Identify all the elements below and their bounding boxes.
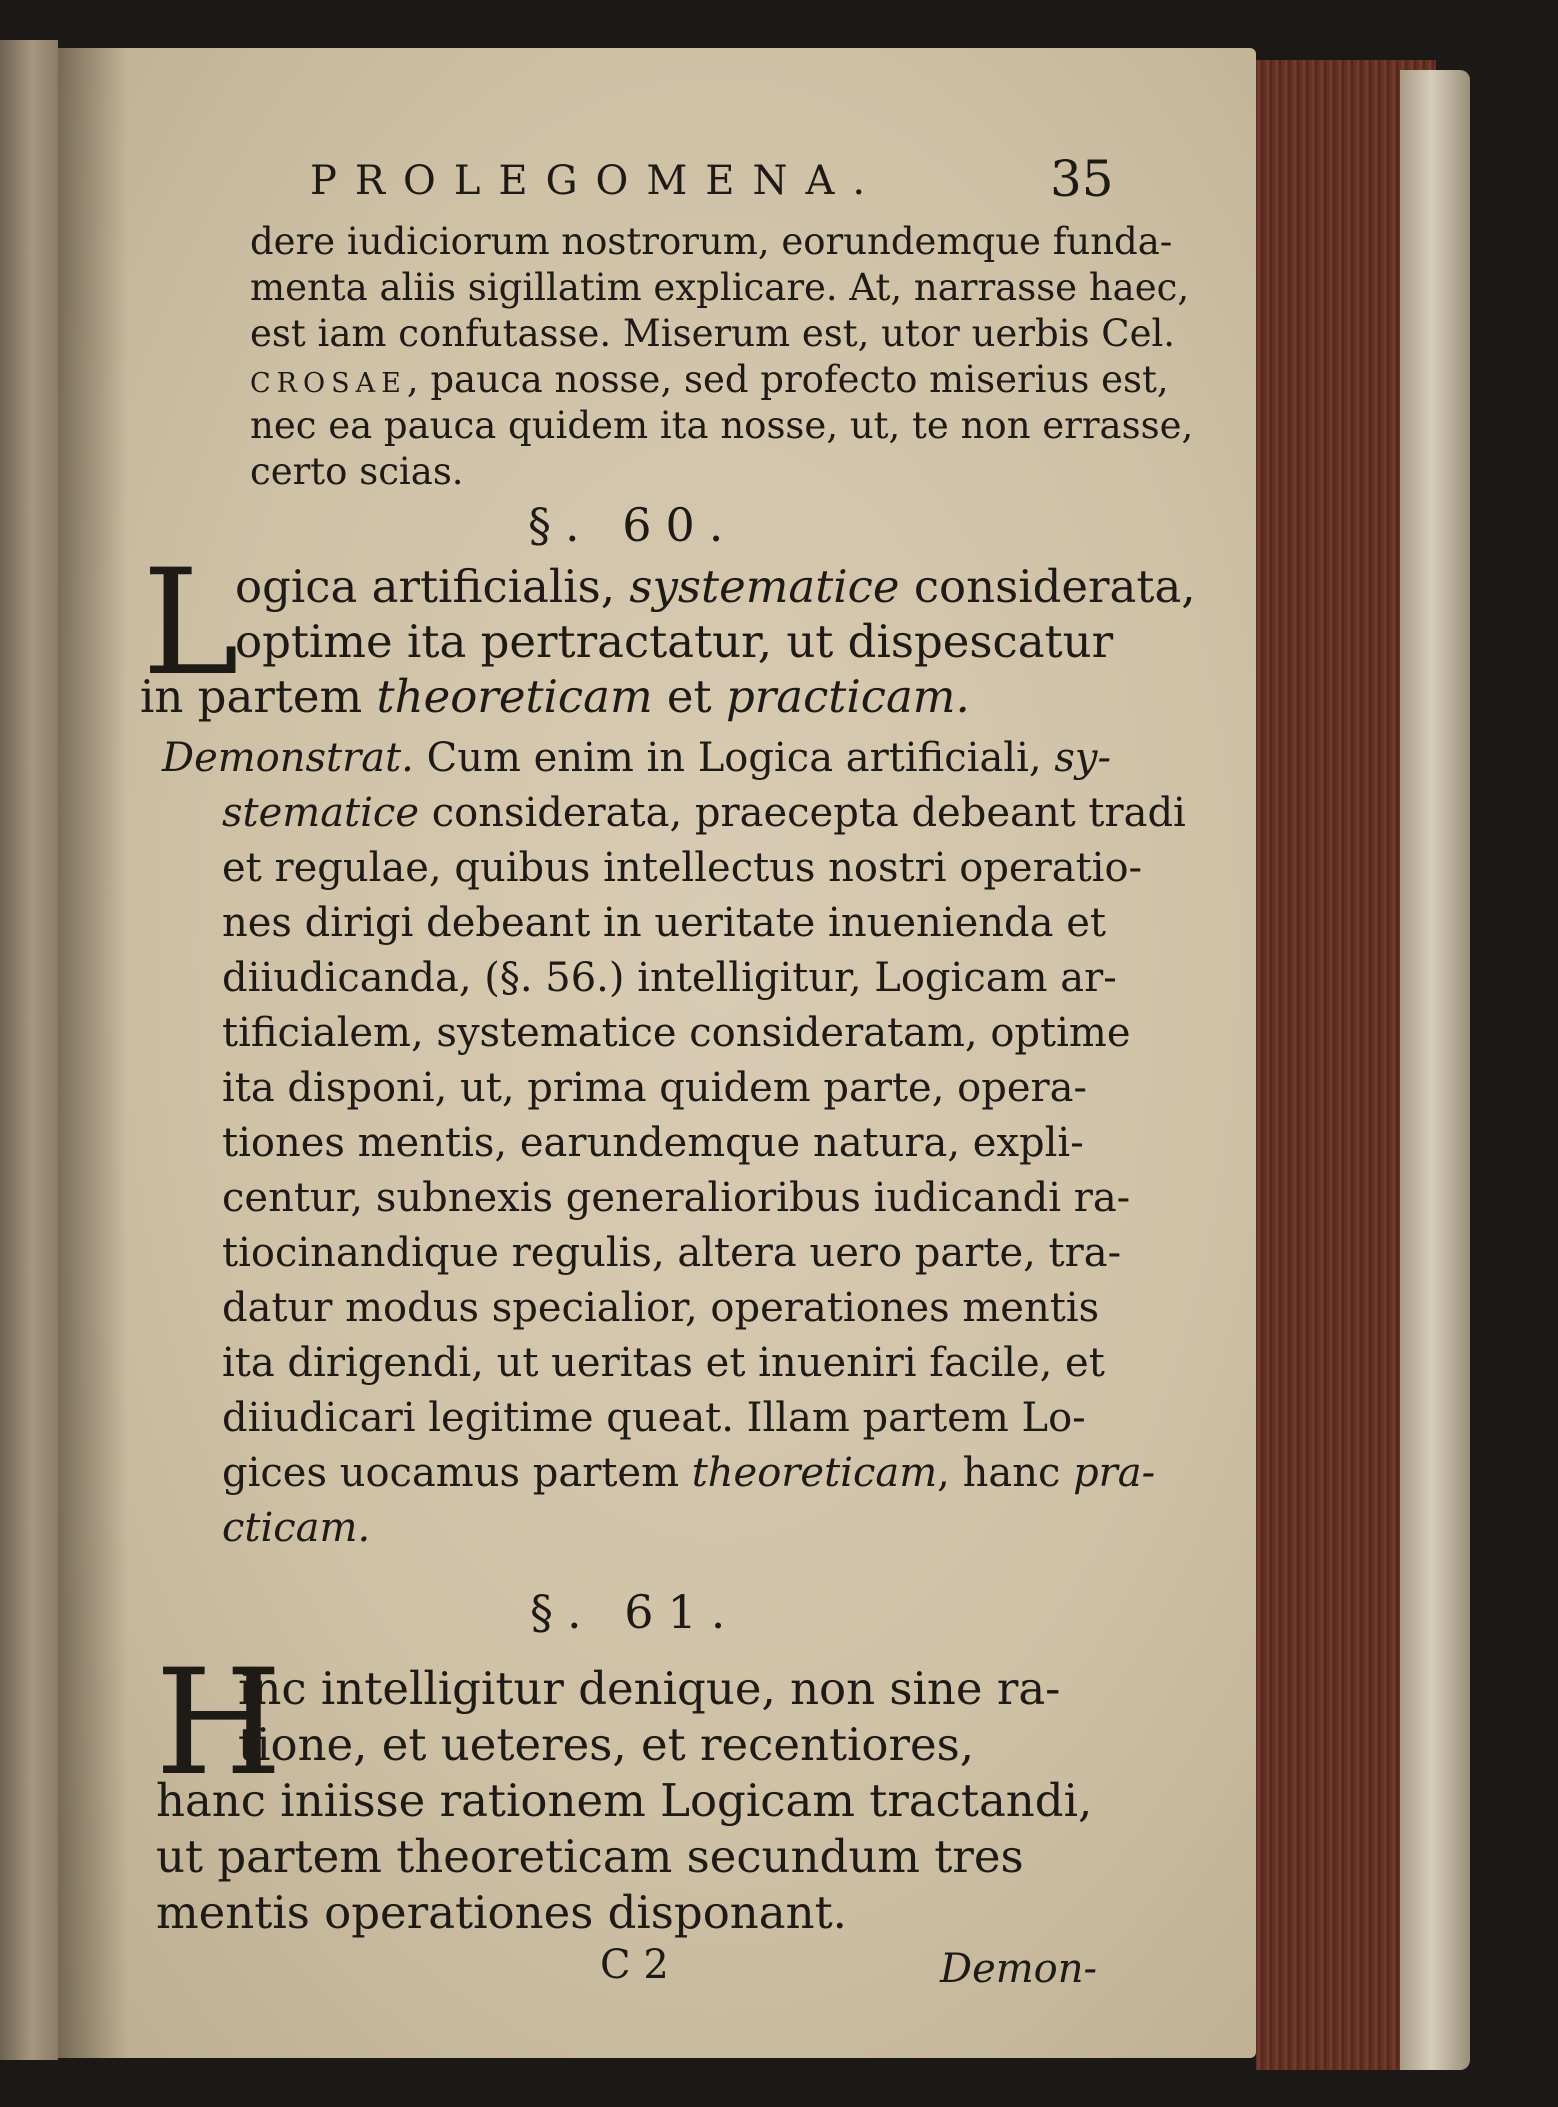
text-line: dere iudiciorum nostrorum, eorundemque funda- bbox=[250, 220, 1173, 263]
signature-mark: C 2 bbox=[600, 1942, 669, 1988]
drop-cap: H bbox=[155, 1638, 283, 1808]
text-line: ita dirigendi, ut ueritas et inueniri facile, et bbox=[222, 1340, 1105, 1386]
text-line: datur modus specialior, operationes mentis bbox=[222, 1285, 1100, 1331]
text-line: ogica artificialis, systematice considerata, bbox=[235, 560, 1196, 613]
text-line: centur, subnexis generalioribus iudicandi ra- bbox=[222, 1175, 1131, 1221]
section-number: §. 60. bbox=[528, 498, 738, 552]
section-number: §. 61. bbox=[530, 1585, 740, 1639]
text-line: optime ita pertractatur, ut dispescatur bbox=[235, 615, 1114, 668]
text-line: Demonstrat. Cum enim in Logica artificiali, sy- bbox=[162, 735, 1111, 781]
text-line: est iam confutasse. Miserum est, utor uerbis Cel. bbox=[250, 312, 1176, 355]
page-header bbox=[150, 150, 1114, 210]
small-caps-name: CROSAE bbox=[250, 368, 407, 399]
gutter-shadow bbox=[58, 48, 128, 2058]
text-line: hanc iniisse rationem Logicam tractandi, bbox=[156, 1774, 1093, 1827]
text-line: gices uocamus partem theoreticam, hanc pra- bbox=[222, 1450, 1156, 1496]
text-line: mentis operationes disponant. bbox=[156, 1886, 847, 1939]
page-number: 35 bbox=[1050, 150, 1114, 208]
text-line: tiones mentis, earundemque natura, expli- bbox=[222, 1120, 1084, 1166]
text-line: stematice considerata, praecepta debeant tradi bbox=[222, 790, 1186, 836]
text-line: tiocinandique regulis, altera uero parte, tra- bbox=[222, 1230, 1122, 1276]
text-line: certo scias. bbox=[250, 450, 464, 493]
text-line: ita disponi, ut, prima quidem parte, opera- bbox=[222, 1065, 1087, 1111]
running-head: PROLEGOMENA. bbox=[310, 158, 884, 204]
text-line: CROSAE, pauca nosse, sed profecto miserius est, bbox=[250, 358, 1169, 401]
left-page-edge bbox=[0, 40, 58, 2060]
book-cover bbox=[1400, 70, 1470, 2070]
text-line: cticam. bbox=[222, 1505, 371, 1551]
text-line: tificialem, systematice consideratam, optime bbox=[222, 1010, 1131, 1056]
text-line: nec ea pauca quidem ita nosse, ut, te non errasse, bbox=[250, 404, 1194, 447]
text-line: ut partem theoreticam secundum tres bbox=[156, 1830, 1024, 1883]
text-line: diiudicanda, (§. 56.) intelligitur, Logicam ar- bbox=[222, 955, 1117, 1001]
text-line: inc intelligitur denique, non sine ra- bbox=[238, 1662, 1061, 1715]
text-line: menta aliis sigillatim explicare. At, narrasse haec, bbox=[250, 266, 1190, 309]
drop-cap: L bbox=[142, 538, 239, 708]
text-line: nes dirigi debeant in ueritate inuenienda et bbox=[222, 900, 1106, 946]
catchword: Demon- bbox=[940, 1946, 1098, 1992]
text-line: tione, et ueteres, et recentiores, bbox=[238, 1718, 975, 1771]
text-line: diiudicari legitime queat. Illam partem Lo- bbox=[222, 1395, 1086, 1441]
text-line: et regulae, quibus intellectus nostri operatio- bbox=[222, 845, 1143, 891]
text-line: in partem theoreticam et practicam. bbox=[140, 670, 970, 723]
